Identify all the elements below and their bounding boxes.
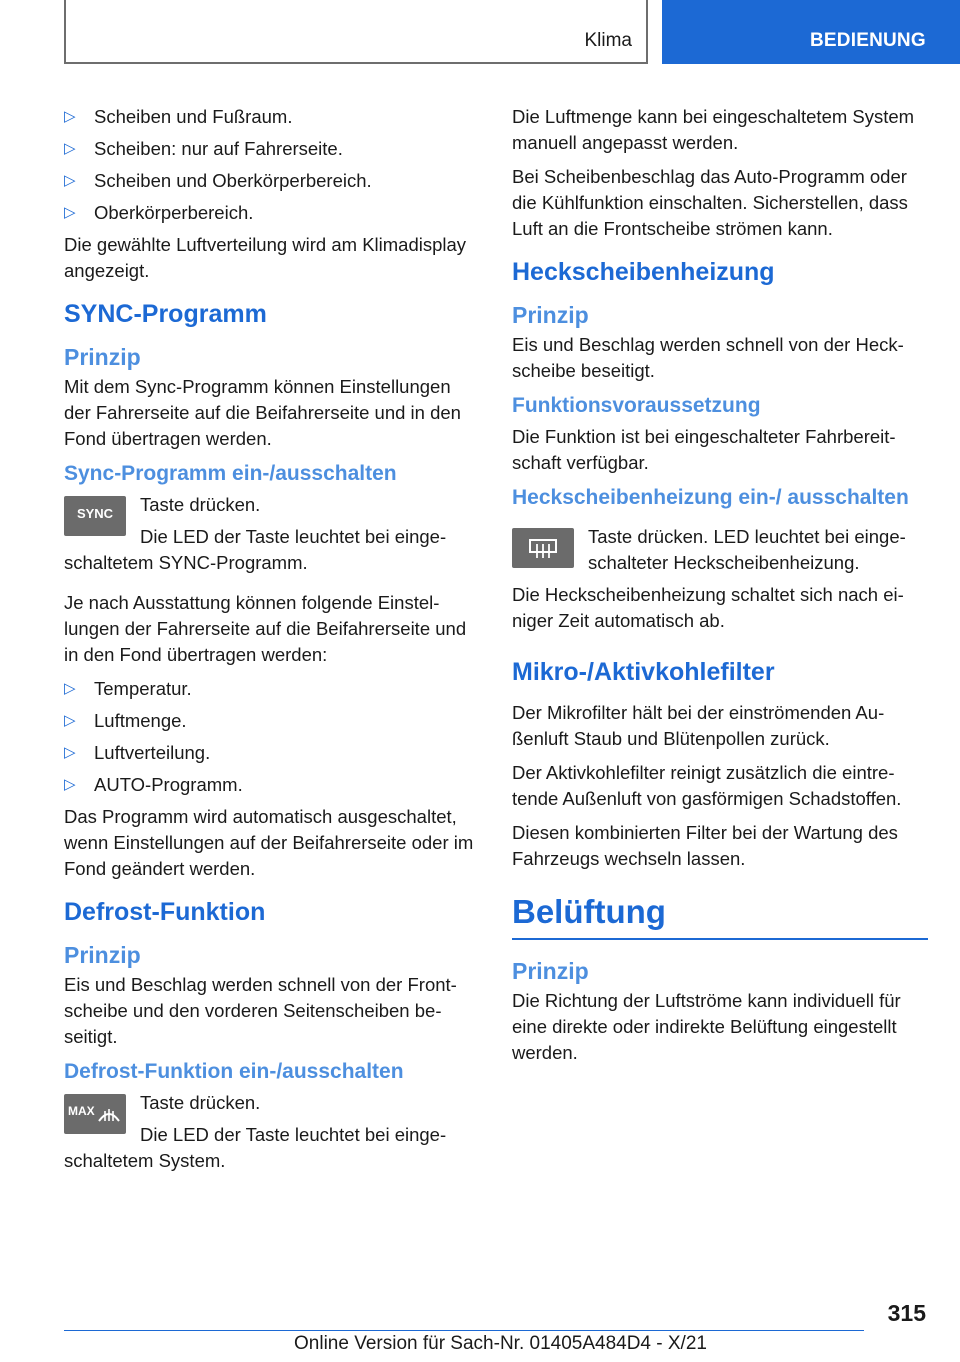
triangle-bullet-icon: ▷ — [64, 172, 76, 189]
section-title: Klima — [584, 30, 632, 51]
paragraph: Die Heckscheibenheizung schaltet sich nach einiger Zeit automatisch ab. — [512, 584, 904, 631]
paragraph: Die Funktion ist bei eingeschalteter Fahrbereitschaft verfügbar. — [512, 426, 896, 473]
heading-heckscheibenheizung: Heckscheibenheizung — [512, 258, 775, 286]
paragraph: Diesen kombinierten Filter bei der Wartung des Fahrzeugs wechseln lassen. — [512, 822, 898, 869]
paragraph: Mit dem Sync-Programm können Einstellungen der Fahrerseite auf die Beifahrerseite und in den Fond übertragen werden. — [64, 376, 461, 449]
heading-prinzip: Prinzip — [64, 344, 141, 370]
defrost-button-instruction — [64, 1090, 480, 1174]
instruction-step: Taste drücken. — [140, 1092, 261, 1113]
header-box — [64, 0, 648, 64]
list-item: ▷ Oberkörperbereich. — [64, 200, 480, 226]
chapter-title: BEDIENUNG — [810, 30, 926, 51]
list-item: ▷ Temperatur. — [64, 676, 480, 702]
list-item: ▷ Scheiben: nur auf Fahrerseite. — [64, 136, 480, 162]
rear-window-heat-icon — [528, 536, 558, 560]
heading-prinzip: Prinzip — [512, 302, 589, 328]
heading-belueftung: Belüftung — [512, 890, 928, 940]
chapter-tab — [662, 0, 960, 64]
paragraph: Bei Scheibenbeschlag das Auto-Programm oder die Kühlfunktion einschalten. Sicherstellen, dass Luft an die Frontscheibe strömen kann. — [512, 166, 908, 239]
paragraph: Die Richtung der Luftströme kann individuell für eine direkte oder indirekte Belüftung eingestellt werden. — [512, 990, 901, 1063]
sync-button-instruction — [64, 492, 480, 576]
heading-prinzip: Prinzip — [512, 958, 589, 984]
paragraph: Das Programm wird automatisch ausgeschaltet, wenn Einstellungen auf der Beifahrerseite oder im Fond geändert werden. — [64, 806, 474, 879]
heading-prinzip: Prinzip — [64, 942, 141, 968]
heading-sync-ein-aus: Sync-Programm ein-/ausschalten — [64, 462, 397, 485]
windshield-heat-icon — [97, 1103, 121, 1125]
list-item: ▷ Scheiben und Fußraum. — [64, 104, 480, 130]
triangle-bullet-icon: ▷ — [64, 204, 76, 221]
rear-heat-button-instruction — [512, 524, 928, 576]
list-item: ▷ AUTO-Programm. — [64, 772, 480, 798]
instruction-step: Taste drücken. LED leuchtet bei eingeschalteter Heckscheibenheizung. — [588, 526, 906, 573]
instruction-step: Die LED der Taste leuchtet bei eingeschaltetem SYNC-Programm. — [64, 526, 447, 573]
triangle-bullet-icon: ▷ — [64, 108, 76, 125]
list-item: ▷ Scheiben und Oberkörperbereich. — [64, 168, 480, 194]
heading-defrost-ein-aus: Defrost-Funktion ein-/ausschalten — [64, 1060, 404, 1083]
heading-defrost-funktion: Defrost-Funktion — [64, 898, 266, 926]
right-column — [512, 104, 928, 1074]
left-column — [64, 104, 480, 1180]
heading-sync-programm: SYNC-Programm — [64, 300, 267, 328]
triangle-bullet-icon: ▷ — [64, 744, 76, 761]
rear-window-heat-button-icon — [512, 528, 574, 568]
sync-button-icon: SYNC — [64, 496, 126, 536]
paragraph: Eis und Beschlag werden schnell von der Heckscheibe beseitigt. — [512, 334, 904, 381]
instruction-step: Die LED der Taste leuchtet bei eingeschaltetem System. — [64, 1124, 447, 1171]
max-defrost-button-icon: MAX — [64, 1094, 126, 1134]
paragraph: Eis und Beschlag werden schnell von der Frontscheibe und den vorderen Seitenscheiben beseitigt. — [64, 974, 457, 1047]
triangle-bullet-icon: ▷ — [64, 140, 76, 157]
paragraph: Die Luftmenge kann bei eingeschaltetem System manuell angepasst werden. — [512, 106, 915, 153]
footer-divider — [64, 1330, 864, 1331]
page-number: 315 — [887, 1300, 926, 1326]
triangle-bullet-icon: ▷ — [64, 776, 76, 793]
paragraph: Der Mikrofilter hält bei der einströmenden Außenluft Staub und Blütenpollen zurück. — [512, 702, 885, 749]
instruction-step: Taste drücken. — [140, 494, 261, 515]
heading-funktionsvoraussetzung: Funktionsvoraussetzung — [512, 394, 761, 417]
triangle-bullet-icon: ▷ — [64, 712, 76, 729]
paragraph: Je nach Ausstattung können folgende Einstellungen der Fahrerseite auf die Beifahrerseite und in den Fond übertragen werden: — [64, 592, 467, 665]
paragraph: Die gewählte Luftverteilung wird am Klimadisplay angezeigt. — [64, 234, 467, 281]
triangle-bullet-icon: ▷ — [64, 680, 76, 697]
heading-mikro-aktivkohlefilter: Mikro-/Aktivkohlefilter — [512, 658, 775, 686]
heading-heck-ein-aus: Heckscheibenheizung ein-/ ausschalten — [512, 486, 909, 509]
paragraph: Der Aktivkohlefilter reinigt zusätzlich die eintretende Außenluft von gasförmigen Schadstoffen. — [512, 762, 902, 809]
footer-version: Online Version für Sach-Nr. 01405A484D4 - X/21 — [294, 1333, 707, 1354]
list-item: ▷ Luftmenge. — [64, 708, 480, 734]
list-item: ▷ Luftverteilung. — [64, 740, 480, 766]
